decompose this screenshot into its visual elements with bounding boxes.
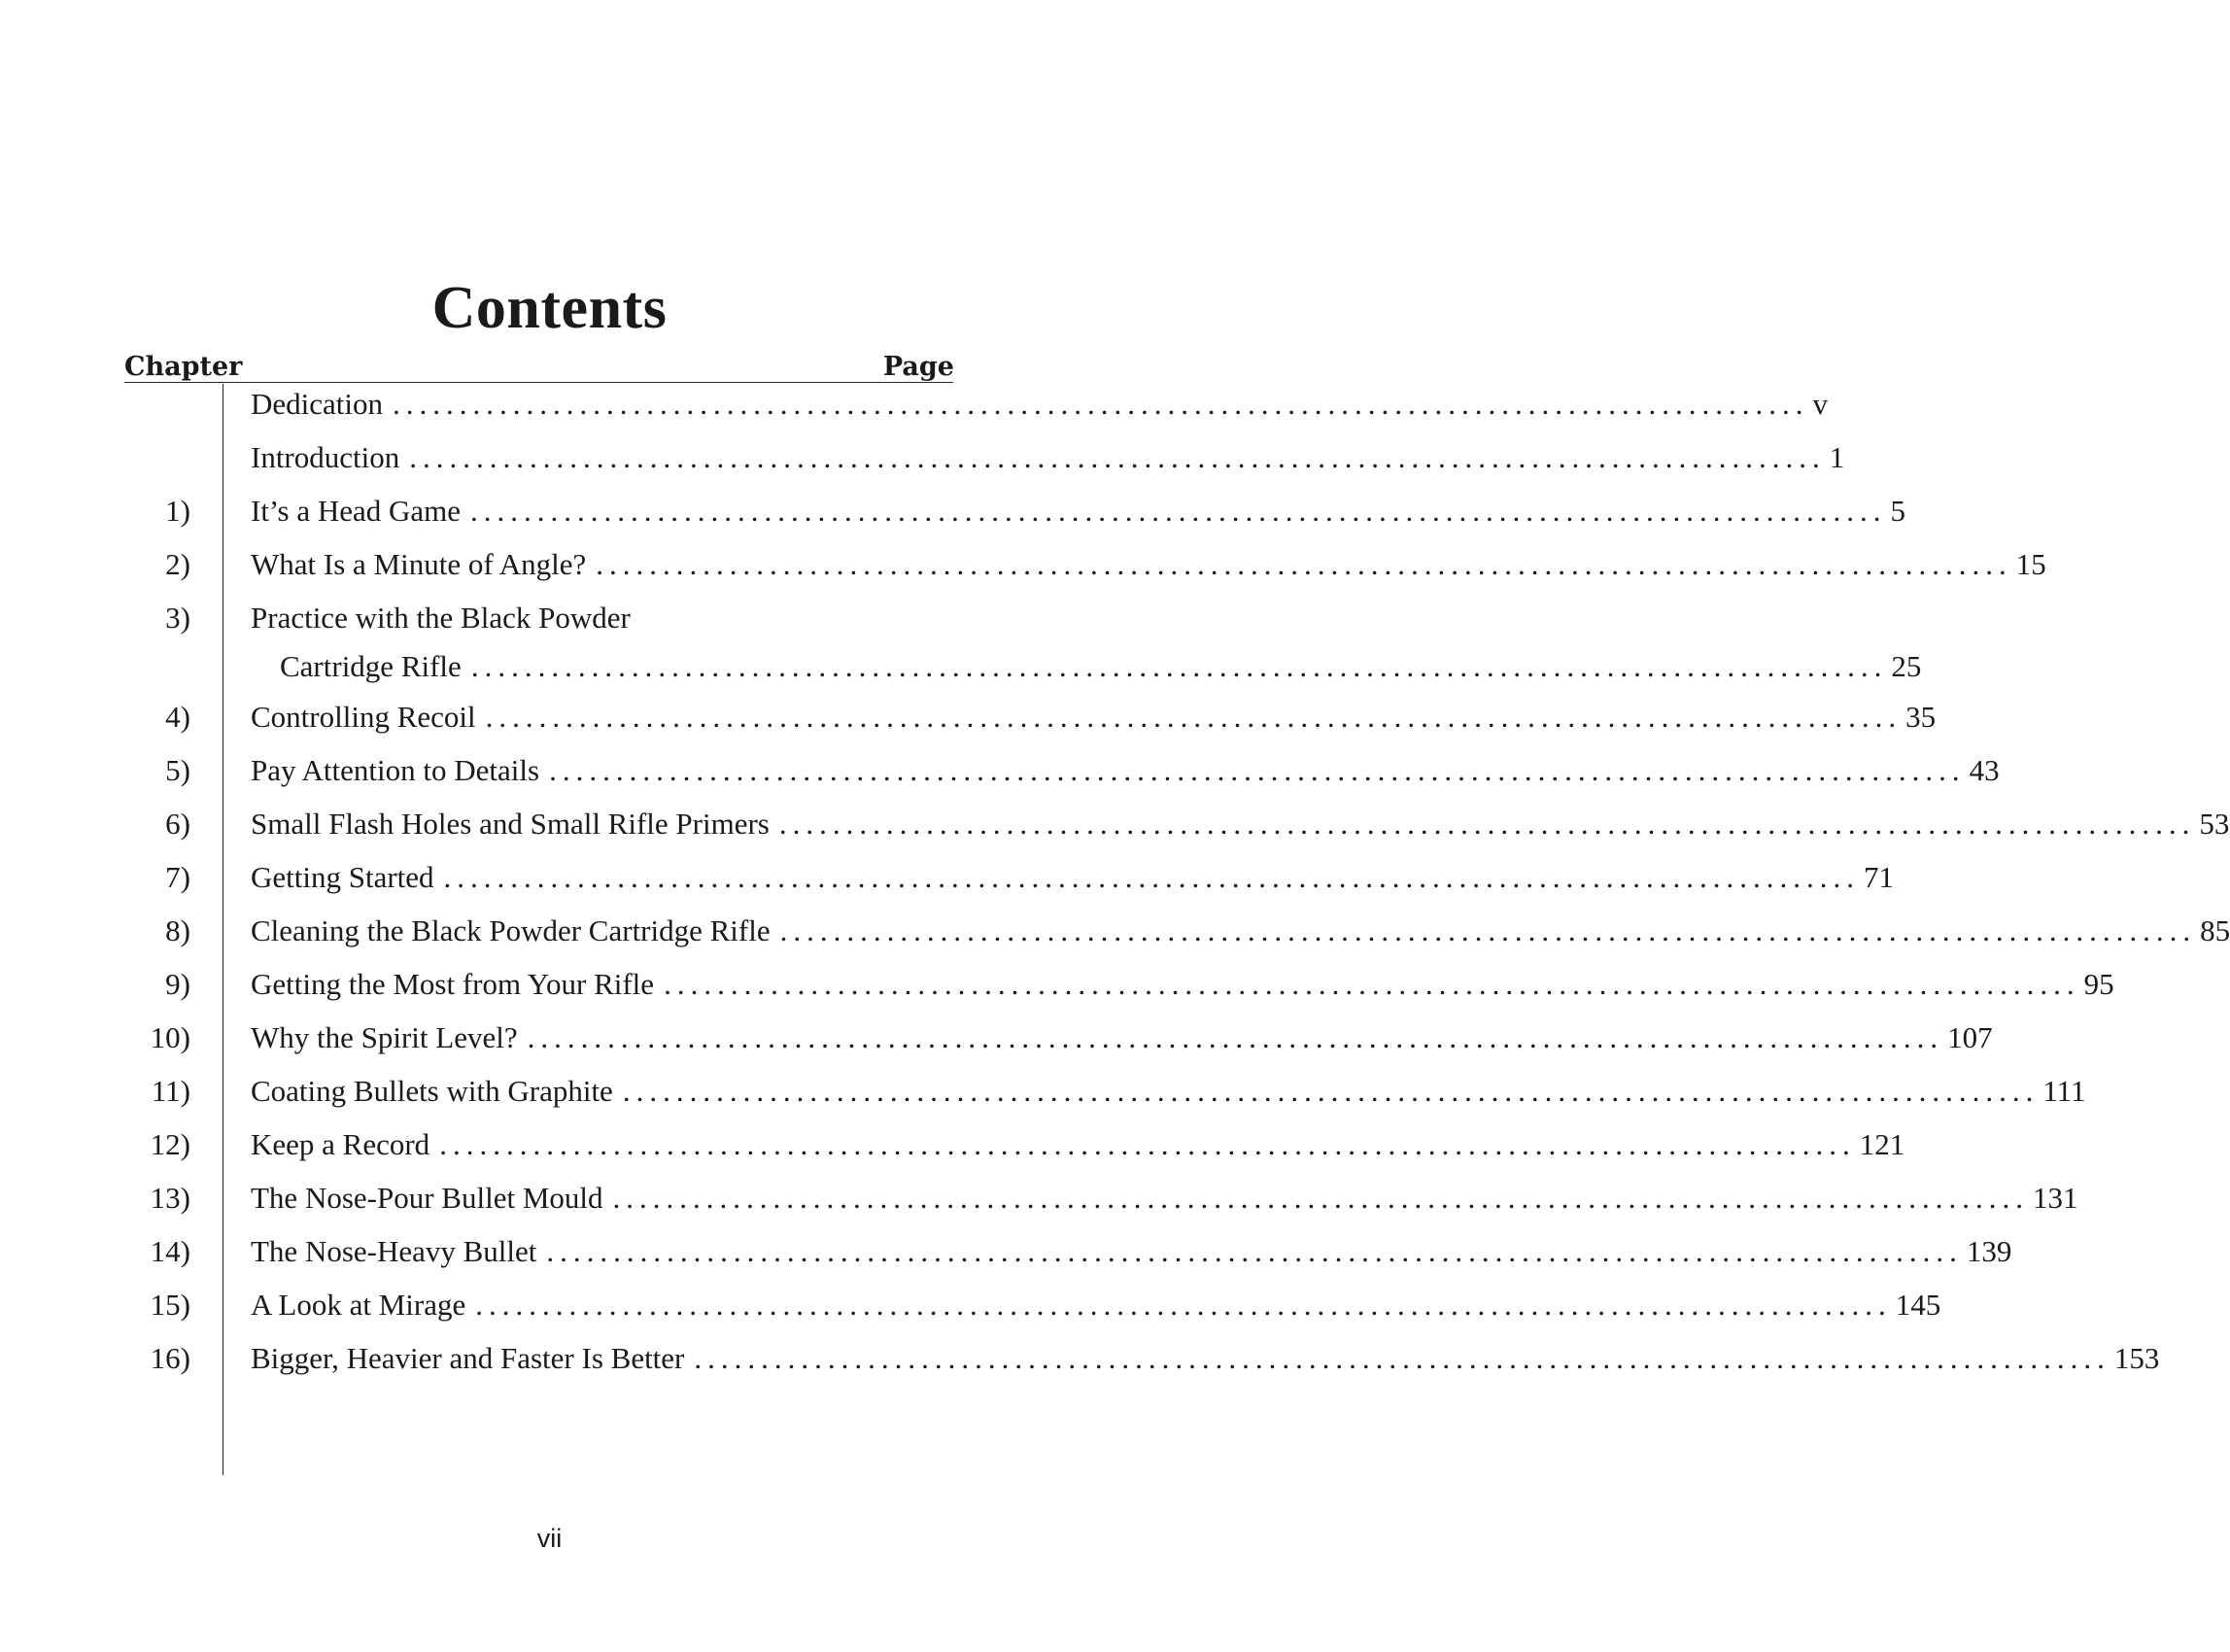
toc-chapter-number: 14) bbox=[150, 1234, 190, 1268]
chapter-column-header: Chapter bbox=[124, 352, 243, 382]
toc-entry-page: 85 bbox=[2200, 913, 2230, 947]
toc-chapter-number: 1) bbox=[165, 494, 190, 528]
dot-leader: .......................................................................................................... bbox=[549, 753, 1966, 787]
toc-entry-title: Getting the Most from Your Rifle bbox=[251, 967, 655, 1001]
dot-leader: .......................................................................................................... bbox=[443, 860, 1861, 894]
dot-leader: .......................................................................................................... bbox=[612, 1181, 2029, 1215]
toc-chapter-number: 6) bbox=[165, 807, 190, 841]
toc-entry-page: 107 bbox=[1947, 1020, 1993, 1054]
dot-leader: .......................................................................................................... bbox=[546, 1234, 1963, 1268]
toc-entry-page: 43 bbox=[1969, 753, 2000, 787]
dot-leader: .......................................................................................................... bbox=[409, 440, 1826, 474]
toc-entry-page: 5 bbox=[1890, 494, 1906, 528]
dot-leader: .......................................................................................................... bbox=[475, 1288, 1892, 1322]
dot-leader: .......................................................................................................... bbox=[485, 700, 1903, 734]
toc-chapter-number: 7) bbox=[165, 860, 190, 894]
toc-chapter-number: 8) bbox=[165, 913, 190, 947]
toc-chapter-number: 2) bbox=[165, 547, 190, 581]
toc-entry-title: Small Flash Holes and Small Rifle Primers bbox=[251, 807, 770, 841]
toc-chapter-number: 9) bbox=[165, 967, 190, 1001]
toc-entry-title: Pay Attention to Details bbox=[251, 753, 540, 787]
toc-entry-title: The Nose-Pour Bullet Mould bbox=[251, 1181, 603, 1215]
dot-leader: .......................................................................................................... bbox=[664, 967, 2080, 1001]
toc-entry-page: 25 bbox=[1891, 649, 1922, 683]
header-rule bbox=[124, 382, 953, 383]
toc-entry-title: Coating Bullets with Graphite bbox=[251, 1074, 613, 1108]
toc-entry-page: 53 bbox=[2199, 807, 2230, 841]
toc-entry-title: Cleaning the Black Powder Cartridge Rifle bbox=[251, 913, 771, 947]
toc-entry-page: 1 bbox=[1829, 440, 1845, 474]
dot-leader: .......................................................................................................... bbox=[470, 494, 1887, 528]
toc-entry-title: Controlling Recoil bbox=[251, 700, 476, 734]
toc-entry-page: 121 bbox=[1859, 1127, 1905, 1161]
toc-entry-page: 153 bbox=[2113, 1341, 2160, 1375]
page-number: vii bbox=[536, 1524, 563, 1553]
toc-chapter-number: 4) bbox=[165, 700, 190, 734]
page-column-header: Page bbox=[882, 352, 954, 382]
dot-leader: .......................................................................................................... bbox=[393, 387, 1809, 421]
toc-entry-title: The Nose-Heavy Bullet bbox=[251, 1234, 537, 1268]
toc-entry-title: Bigger, Heavier and Faster Is Better bbox=[251, 1341, 685, 1375]
toc-entry-title: Practice with the Black Powder bbox=[251, 601, 631, 635]
toc-chapter-number: 15) bbox=[150, 1288, 190, 1322]
toc-entry-page: 111 bbox=[2042, 1074, 2086, 1108]
page-title: Contents bbox=[431, 275, 668, 341]
toc-entry-title: A Look at Mirage bbox=[251, 1288, 466, 1322]
toc-entry-page: v bbox=[1812, 387, 1829, 421]
dot-leader: .......................................................................................................... bbox=[778, 807, 2196, 841]
toc-chapter-number: 10) bbox=[150, 1020, 190, 1054]
dot-leader: .......................................................................................................... bbox=[470, 649, 1888, 683]
toc-entry-page: 95 bbox=[2083, 967, 2114, 1001]
toc-entry-page: 35 bbox=[1905, 700, 1937, 734]
toc-entry-page: 145 bbox=[1895, 1288, 1941, 1322]
toc-chapter-number: 13) bbox=[150, 1181, 190, 1215]
toc-entry-title: Why the Spirit Level? bbox=[251, 1020, 518, 1054]
toc-entry-title: Keep a Record bbox=[251, 1127, 430, 1161]
dot-leader: .......................................................................................................... bbox=[527, 1020, 1944, 1054]
toc-entry-page: 15 bbox=[2015, 547, 2046, 581]
toc-chapter-number: 3) bbox=[165, 601, 190, 635]
toc-entry-title: Introduction bbox=[251, 440, 400, 474]
toc-entry-title: Getting Started bbox=[251, 860, 434, 894]
toc-chapter-number: 12) bbox=[150, 1127, 190, 1161]
toc-chapter-number: 16) bbox=[150, 1341, 190, 1375]
toc-entry-page: 131 bbox=[2033, 1181, 2078, 1215]
toc-entry-title: It’s a Head Game bbox=[251, 494, 462, 528]
toc-entry-page: 71 bbox=[1864, 860, 1895, 894]
dot-leader: .......................................................................................................... bbox=[596, 547, 2012, 581]
toc-chapter-number: 5) bbox=[165, 753, 190, 787]
toc-entry-title: What Is a Minute of Angle? bbox=[251, 547, 587, 581]
toc-chapter-number: 11) bbox=[151, 1074, 190, 1108]
toc-entry-page: 139 bbox=[1966, 1234, 2012, 1268]
dot-leader: .......................................................................................................... bbox=[779, 913, 2197, 947]
toc-entry-title: Dedication bbox=[251, 387, 384, 421]
dot-leader: .......................................................................................................... bbox=[694, 1341, 2110, 1375]
dot-leader: .......................................................................................................... bbox=[439, 1127, 1856, 1161]
dot-leader: .......................................................................................................... bbox=[622, 1074, 2040, 1108]
toc-entry-title-continued: Cartridge Rifle bbox=[280, 649, 462, 683]
